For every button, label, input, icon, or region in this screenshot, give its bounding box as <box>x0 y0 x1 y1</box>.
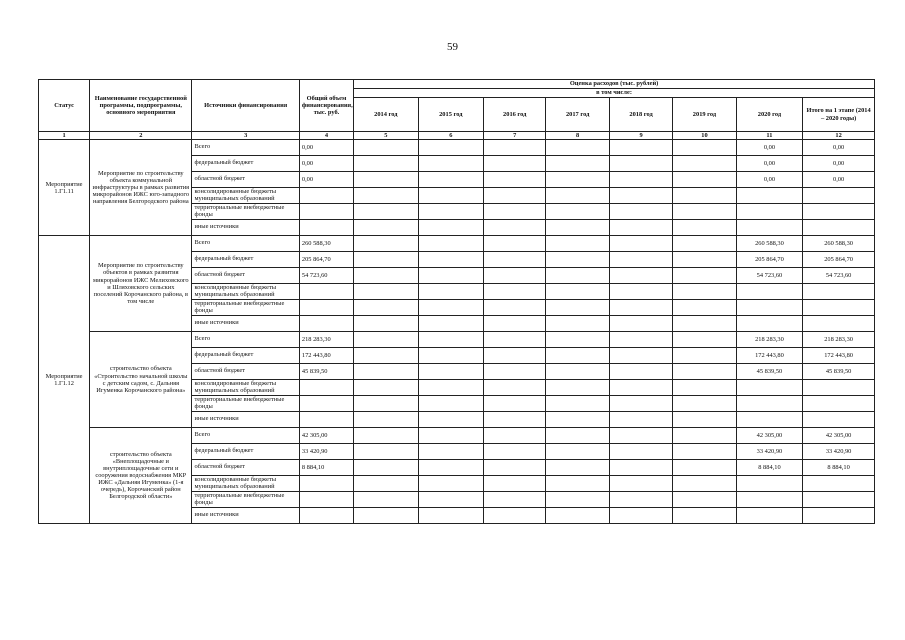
header-year: 2017 год <box>546 98 609 132</box>
year-value <box>354 508 418 524</box>
year-value <box>609 444 672 460</box>
column-number: 12 <box>803 132 875 140</box>
year-value <box>609 316 672 332</box>
header-total: Общий объем финансирования, тыс. руб. <box>299 80 353 132</box>
year-value <box>609 348 672 364</box>
year-2020-value <box>736 412 803 428</box>
year-value <box>484 172 546 188</box>
year-value <box>673 332 736 348</box>
year-value <box>418 140 483 156</box>
stage-total-value: 42 305,00 <box>803 428 875 444</box>
year-2020-value <box>736 220 803 236</box>
year-value <box>418 300 483 316</box>
total-value <box>299 300 353 316</box>
year-value <box>546 140 609 156</box>
year-value <box>354 300 418 316</box>
year-value <box>484 316 546 332</box>
table-row <box>39 428 875 444</box>
stage-total-value <box>803 476 875 492</box>
year-2020-value: 0,00 <box>736 140 803 156</box>
year-2020-value <box>736 476 803 492</box>
year-2020-value <box>736 300 803 316</box>
page-number: 59 <box>447 41 458 53</box>
year-2020-value: 218 283,30 <box>736 332 803 348</box>
funding-source: территориальные внебюджетные фонды <box>192 204 299 220</box>
year-value <box>673 252 736 268</box>
total-value: 218 283,30 <box>299 332 353 348</box>
total-value <box>299 380 353 396</box>
year-value <box>673 268 736 284</box>
year-2020-value <box>736 284 803 300</box>
year-value <box>546 460 609 476</box>
year-value <box>609 476 672 492</box>
year-value <box>484 156 546 172</box>
year-value <box>673 428 736 444</box>
year-value <box>609 332 672 348</box>
year-value <box>484 268 546 284</box>
stage-total-value: 8 884,10 <box>803 460 875 476</box>
year-value <box>354 188 418 204</box>
year-value <box>484 332 546 348</box>
year-value <box>354 476 418 492</box>
stage-total-value: 33 420,90 <box>803 444 875 460</box>
year-value <box>609 188 672 204</box>
year-value <box>673 204 736 220</box>
year-value <box>673 460 736 476</box>
year-value <box>354 172 418 188</box>
year-value <box>673 412 736 428</box>
stage-total-value <box>803 412 875 428</box>
year-value <box>673 236 736 252</box>
funding-source: областной бюджет <box>192 364 299 380</box>
year-value <box>484 236 546 252</box>
column-number: 5 <box>354 132 418 140</box>
year-value <box>354 332 418 348</box>
funding-source: федеральный бюджет <box>192 444 299 460</box>
measure-name: строительство объекта «Внеплощадочные и внутриплощадочные сети и сооружения водоснабжения МКР ИЖС «Дальняя Игуменка» (1-я очередь), Корочанский район Белгородской области» <box>90 428 192 524</box>
funding-source: иные источники <box>192 220 299 236</box>
total-value <box>299 508 353 524</box>
year-value <box>484 428 546 444</box>
year-2020-value: 172 443,80 <box>736 348 803 364</box>
year-value <box>484 140 546 156</box>
measure-name: Мероприятие по строительству объекта коммунальной инфраструктуры в рамках развития микрорайонов ИЖС юго-западного направления Белгородского района <box>90 140 192 236</box>
total-value: 8 884,10 <box>299 460 353 476</box>
stage-total-value: 45 839,50 <box>803 364 875 380</box>
year-value <box>484 508 546 524</box>
year-value <box>484 476 546 492</box>
column-number: 1 <box>39 132 90 140</box>
header-sources: Источники финансирования <box>192 80 299 132</box>
year-value <box>354 204 418 220</box>
year-value <box>484 444 546 460</box>
year-value <box>418 428 483 444</box>
year-value <box>673 316 736 332</box>
total-value <box>299 476 353 492</box>
year-value <box>673 476 736 492</box>
year-value <box>673 348 736 364</box>
stage-total-value <box>803 396 875 412</box>
year-value <box>609 172 672 188</box>
year-value <box>546 412 609 428</box>
year-value <box>673 188 736 204</box>
year-value <box>354 460 418 476</box>
year-value <box>673 492 736 508</box>
header-name: Наименование государственной программы, подпрограммы, основного мероприятия <box>90 80 192 132</box>
year-value <box>354 236 418 252</box>
year-value <box>546 300 609 316</box>
column-number: 6 <box>418 132 483 140</box>
year-value <box>609 268 672 284</box>
total-value: 260 588,30 <box>299 236 353 252</box>
year-value <box>546 172 609 188</box>
year-value <box>418 284 483 300</box>
year-2020-value <box>736 380 803 396</box>
year-value <box>418 156 483 172</box>
year-value <box>354 380 418 396</box>
funding-source: федеральный бюджет <box>192 252 299 268</box>
funding-source: иные источники <box>192 316 299 332</box>
year-value <box>484 396 546 412</box>
year-value <box>418 380 483 396</box>
year-value <box>609 460 672 476</box>
year-value <box>484 364 546 380</box>
year-value <box>354 284 418 300</box>
budget-table <box>38 79 875 524</box>
funding-source: федеральный бюджет <box>192 156 299 172</box>
year-value <box>609 236 672 252</box>
measure-name: Мероприятие по строительству объектов в рамках развития микрорайонов ИЖС Мелиховского и Шляховского сельских поселений Корочанского района, в том числе <box>90 236 192 332</box>
year-value <box>418 316 483 332</box>
funding-source: Всего <box>192 332 299 348</box>
table-row <box>39 140 875 156</box>
year-value <box>673 156 736 172</box>
column-number: 9 <box>609 132 672 140</box>
year-value <box>546 476 609 492</box>
year-2020-value: 205 864,70 <box>736 252 803 268</box>
year-value <box>354 316 418 332</box>
year-value <box>354 156 418 172</box>
year-value <box>484 380 546 396</box>
year-2020-value: 8 884,10 <box>736 460 803 476</box>
year-value <box>673 300 736 316</box>
funding-source: федеральный бюджет <box>192 348 299 364</box>
year-value <box>673 508 736 524</box>
total-value <box>299 396 353 412</box>
funding-source: иные источники <box>192 508 299 524</box>
column-number: 3 <box>192 132 299 140</box>
year-value <box>673 284 736 300</box>
total-value <box>299 316 353 332</box>
year-value <box>546 492 609 508</box>
year-2020-value <box>736 188 803 204</box>
column-number: 8 <box>546 132 609 140</box>
stage-total-value <box>803 508 875 524</box>
year-value <box>546 364 609 380</box>
year-2020-value: 45 839,50 <box>736 364 803 380</box>
total-value: 54 723,60 <box>299 268 353 284</box>
stage-total-value <box>803 492 875 508</box>
year-value <box>673 172 736 188</box>
year-value <box>673 220 736 236</box>
stage-total-value <box>803 188 875 204</box>
year-2020-value <box>736 396 803 412</box>
funding-source: территориальные внебюджетные фонды <box>192 396 299 412</box>
total-value <box>299 220 353 236</box>
year-value <box>609 284 672 300</box>
total-value <box>299 412 353 428</box>
year-value <box>354 140 418 156</box>
year-value <box>609 220 672 236</box>
year-value <box>546 428 609 444</box>
year-value <box>354 348 418 364</box>
year-value <box>418 492 483 508</box>
year-value <box>546 396 609 412</box>
funding-source: территориальные внебюджетные фонды <box>192 492 299 508</box>
year-value <box>418 412 483 428</box>
year-value <box>354 412 418 428</box>
year-value <box>609 492 672 508</box>
year-value <box>418 444 483 460</box>
year-value <box>354 364 418 380</box>
year-value <box>546 156 609 172</box>
header-year: 2015 год <box>418 98 483 132</box>
year-value <box>354 444 418 460</box>
year-value <box>484 300 546 316</box>
year-value <box>673 444 736 460</box>
year-value <box>418 396 483 412</box>
stage-total-value <box>803 380 875 396</box>
total-value: 205 864,70 <box>299 252 353 268</box>
year-value <box>484 220 546 236</box>
funding-source: областной бюджет <box>192 268 299 284</box>
year-2020-value <box>736 492 803 508</box>
column-number: 4 <box>299 132 353 140</box>
year-2020-value <box>736 204 803 220</box>
table-row <box>39 236 875 252</box>
funding-source: Всего <box>192 140 299 156</box>
funding-source: консолидированные бюджеты муниципальных образований <box>192 188 299 204</box>
table-row <box>39 332 875 348</box>
year-value <box>418 172 483 188</box>
header-year: 2019 год <box>673 98 736 132</box>
total-value: 0,00 <box>299 172 353 188</box>
year-value <box>546 236 609 252</box>
year-2020-value: 260 588,30 <box>736 236 803 252</box>
stage-total-value <box>803 284 875 300</box>
total-value <box>299 204 353 220</box>
year-value <box>609 300 672 316</box>
header-year: 2016 год <box>484 98 546 132</box>
stage-total-value: 205 864,70 <box>803 252 875 268</box>
year-value <box>484 460 546 476</box>
stage-total-value: 172 443,80 <box>803 348 875 364</box>
column-numbers-row <box>39 132 875 140</box>
total-value: 33 420,90 <box>299 444 353 460</box>
column-number: 2 <box>90 132 192 140</box>
year-value <box>484 492 546 508</box>
year-value <box>418 188 483 204</box>
year-value <box>418 236 483 252</box>
measure-status: Мероприятие 1.Г1.11 <box>39 140 90 236</box>
year-value <box>609 156 672 172</box>
year-2020-value: 42 305,00 <box>736 428 803 444</box>
funding-source: консолидированные бюджеты муниципальных образований <box>192 284 299 300</box>
stage-total-value: 0,00 <box>803 140 875 156</box>
stage-total-value: 54 723,60 <box>803 268 875 284</box>
year-value <box>609 508 672 524</box>
total-value: 172 443,80 <box>299 348 353 364</box>
stage-total-value <box>803 300 875 316</box>
year-value <box>546 252 609 268</box>
funding-source: консолидированные бюджеты муниципальных образований <box>192 380 299 396</box>
year-value <box>418 508 483 524</box>
year-value <box>609 412 672 428</box>
year-value <box>673 396 736 412</box>
funding-source: территориальные внебюджетные фонды <box>192 300 299 316</box>
year-value <box>484 188 546 204</box>
column-number: 7 <box>484 132 546 140</box>
total-value: 0,00 <box>299 140 353 156</box>
header-stage-total: Итого на 1 этапе (2014 – 2020 годы) <box>803 98 875 132</box>
funding-source: Всего <box>192 236 299 252</box>
funding-source: областной бюджет <box>192 460 299 476</box>
header-including: в том числе: <box>354 89 875 98</box>
year-value <box>546 268 609 284</box>
column-number: 11 <box>736 132 803 140</box>
stage-total-value: 260 588,30 <box>803 236 875 252</box>
year-value <box>546 188 609 204</box>
year-2020-value: 0,00 <box>736 172 803 188</box>
year-value <box>484 204 546 220</box>
year-2020-value: 54 723,60 <box>736 268 803 284</box>
measure-name: строительство объекта «Строительство начальной школы с детским садом, с. Дальняя Игуменка Корочанского района» <box>90 332 192 428</box>
year-value <box>354 268 418 284</box>
year-value <box>418 364 483 380</box>
total-value: 42 305,00 <box>299 428 353 444</box>
measure-status: Мероприятие 1.Г1.12 <box>39 236 90 524</box>
year-value <box>484 284 546 300</box>
year-2020-value: 0,00 <box>736 156 803 172</box>
year-value <box>484 412 546 428</box>
year-value <box>609 204 672 220</box>
year-value <box>418 476 483 492</box>
year-value <box>354 220 418 236</box>
total-value: 0,00 <box>299 156 353 172</box>
header-estimate: Оценка расходов (тыс. рублей) <box>354 80 875 89</box>
year-value <box>354 252 418 268</box>
year-value <box>546 220 609 236</box>
year-value <box>418 252 483 268</box>
year-value <box>354 396 418 412</box>
year-value <box>546 284 609 300</box>
year-value <box>418 220 483 236</box>
year-value <box>418 268 483 284</box>
header-year: 2018 год <box>609 98 672 132</box>
year-2020-value <box>736 316 803 332</box>
year-value <box>546 380 609 396</box>
year-value <box>354 492 418 508</box>
year-value <box>673 380 736 396</box>
year-value <box>546 204 609 220</box>
funding-source: областной бюджет <box>192 172 299 188</box>
stage-total-value: 218 283,30 <box>803 332 875 348</box>
funding-source: иные источники <box>192 412 299 428</box>
year-2020-value: 33 420,90 <box>736 444 803 460</box>
year-value <box>609 252 672 268</box>
year-value <box>609 396 672 412</box>
total-value <box>299 188 353 204</box>
year-value <box>609 428 672 444</box>
stage-total-value: 0,00 <box>803 172 875 188</box>
year-value <box>418 204 483 220</box>
header-year: 2014 год <box>354 98 418 132</box>
total-value: 45 839,50 <box>299 364 353 380</box>
funding-source: консолидированные бюджеты муниципальных образований <box>192 476 299 492</box>
stage-total-value: 0,00 <box>803 156 875 172</box>
year-value <box>546 508 609 524</box>
year-value <box>418 348 483 364</box>
stage-total-value <box>803 220 875 236</box>
year-value <box>609 380 672 396</box>
column-number: 10 <box>673 132 736 140</box>
stage-total-value <box>803 204 875 220</box>
year-value <box>673 364 736 380</box>
year-value <box>546 332 609 348</box>
year-value <box>609 140 672 156</box>
year-value <box>546 348 609 364</box>
header-year: 2020 год <box>736 98 803 132</box>
year-value <box>418 332 483 348</box>
year-value <box>546 316 609 332</box>
total-value <box>299 284 353 300</box>
year-value <box>418 460 483 476</box>
stage-total-value <box>803 316 875 332</box>
funding-source: Всего <box>192 428 299 444</box>
year-value <box>546 444 609 460</box>
header-status: Статус <box>39 80 90 132</box>
year-2020-value <box>736 508 803 524</box>
total-value <box>299 492 353 508</box>
year-value <box>354 428 418 444</box>
year-value <box>673 140 736 156</box>
year-value <box>484 252 546 268</box>
year-value <box>609 364 672 380</box>
year-value <box>484 348 546 364</box>
